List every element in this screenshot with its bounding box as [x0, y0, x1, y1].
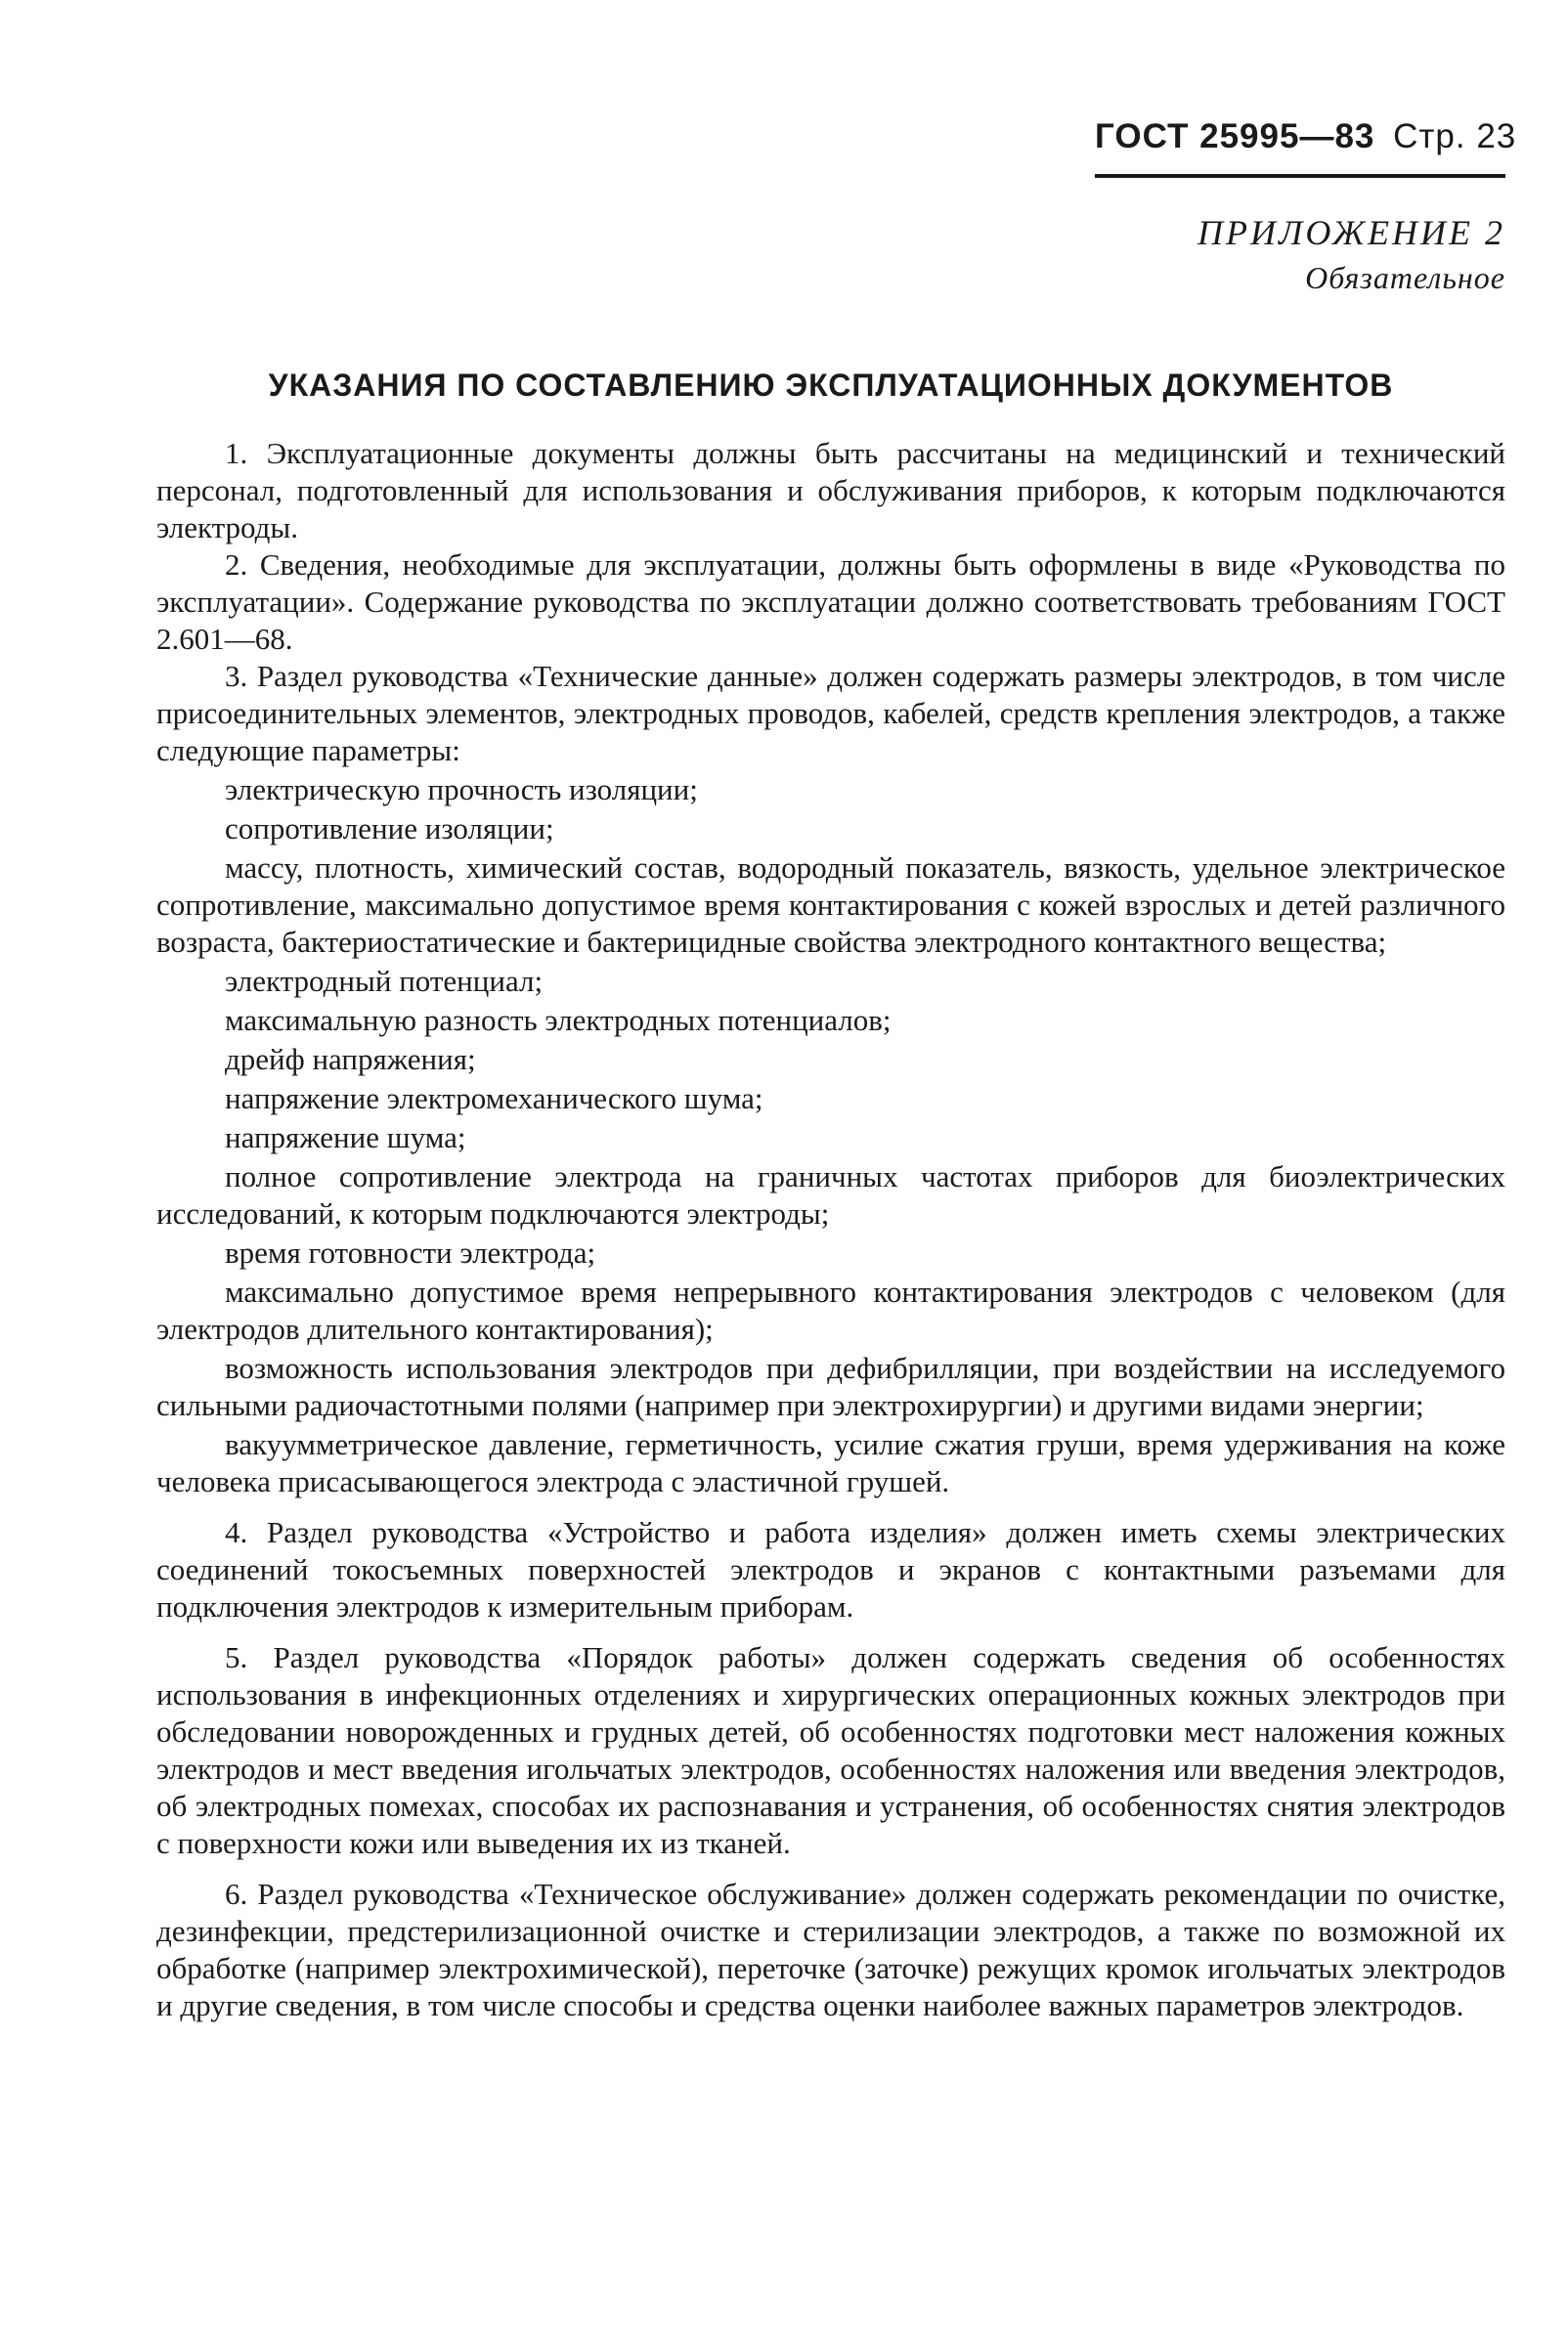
appendix-status: Обязательное: [1305, 260, 1505, 295]
list-item: напряжение электромеханического шума;: [225, 1081, 763, 1115]
list-item: полное сопротивление электрода на граничных частотах приборов для биоэлектрических исследований, к которым подключаются электроды;: [156, 1159, 1505, 1231]
page-number: Стр. 23: [1393, 117, 1517, 155]
paragraph-6: 6. Раздел руководства «Техническое обслуживание» должен содержать рекомендации по очистке, дезинфекции, предстерилизационной очистке и стерилизации электродов, а также по возможной их обработке (например электрохимической), переточке (заточке) режущих кромок игольчатых электродов и другие сведения, в том числе способы и средства оценки наиболее важных параметров электродов.: [156, 1877, 1505, 2022]
paragraph-3: 3. Раздел руководства «Технические данные» должен содержать размеры электродов, в том числе присоединительных элементов, электродных проводов, кабелей, средств крепления электродов, а также следующие параметры:: [156, 659, 1505, 767]
paragraph-1: 1. Эксплуатационные документы должны быть рассчитаны на медицинский и технический персонал, подготовленный для использования и обслуживания приборов, к которым подключаются электроды.: [156, 436, 1505, 544]
list-item: максимальную разность электродных потенциалов;: [225, 1003, 892, 1037]
list-item: максимально допустимое время непрерывного контактирования электродов с человеком (для электродов длительного контактирования);: [156, 1275, 1505, 1346]
paragraph-2: 2. Сведения, необходимые для эксплуатации, должны быть оформлены в виде «Руководства по эксплуатации». Содержание руководства по эксплуатации должно соответствовать требованиям ГОСТ 2.601—68.: [156, 547, 1505, 656]
section-title: УКАЗАНИЯ ПО СОСТАВЛЕНИЮ ЭКСПЛУАТАЦИОННЫХ ДОКУМЕНТОВ: [268, 368, 1394, 403]
list-item: напряжение шума;: [225, 1120, 466, 1154]
list-item: вакуумметрическое давление, герметичность, усилие сжатия груши, время удерживания на коже человека присасывающегося электрода с эластичной грушей.: [156, 1427, 1505, 1498]
list-item: электродный потенциал;: [225, 964, 544, 998]
document-body: [156, 435, 1505, 2024]
list-item: возможность использования электродов при дефибрилляции, при воздействии на исследуемого сильными радиочастотными полями (например при электрохирургии) и другими видами энергии;: [156, 1351, 1505, 1422]
paragraph-4: 4. Раздел руководства «Устройство и работа изделия» должен иметь схемы электрических соединений токосъемных поверхностей электродов и экранов с контактными разъемами для подключения электродов к измерительным приборам.: [156, 1515, 1505, 1624]
paragraph-5: 5. Раздел руководства «Порядок работы» должен содержать сведения об особенностях использования в инфекционных отделениях и хирургических операционных кожных электродов при обследовании новорожденных и грудных детей, об особенностях подготовки мест наложения кожных электродов и мест введения игольчатых электродов, особенностях наложения или введения электродов, об электродных помехах, способах их распознавания и устранения, об особенностях снятия электродов с поверхности кожи или выведения их из тканей.: [156, 1640, 1505, 1860]
list-item: массу, плотность, химический состав, водородный показатель, вязкость, удельное электрическое сопротивление, максимально допустимое время контактирования с кожей взрослых и детей различного возраста, бактериостатические и бактерицидные свойства электродного контактного вещества;: [156, 850, 1505, 959]
list-item: время готовности электрода;: [225, 1236, 596, 1270]
standard-number: ГОСТ 25995—83: [1095, 117, 1375, 155]
list-item: дрейф напряжения;: [225, 1042, 476, 1076]
appendix-label: ПРИЛОЖЕНИЕ 2: [1198, 213, 1505, 252]
list-item: сопротивление изоляции;: [225, 811, 554, 845]
list-item: электрическую прочность изоляции;: [225, 772, 698, 806]
document-page: [156, 117, 1517, 2024]
page-header: [1095, 117, 1517, 178]
